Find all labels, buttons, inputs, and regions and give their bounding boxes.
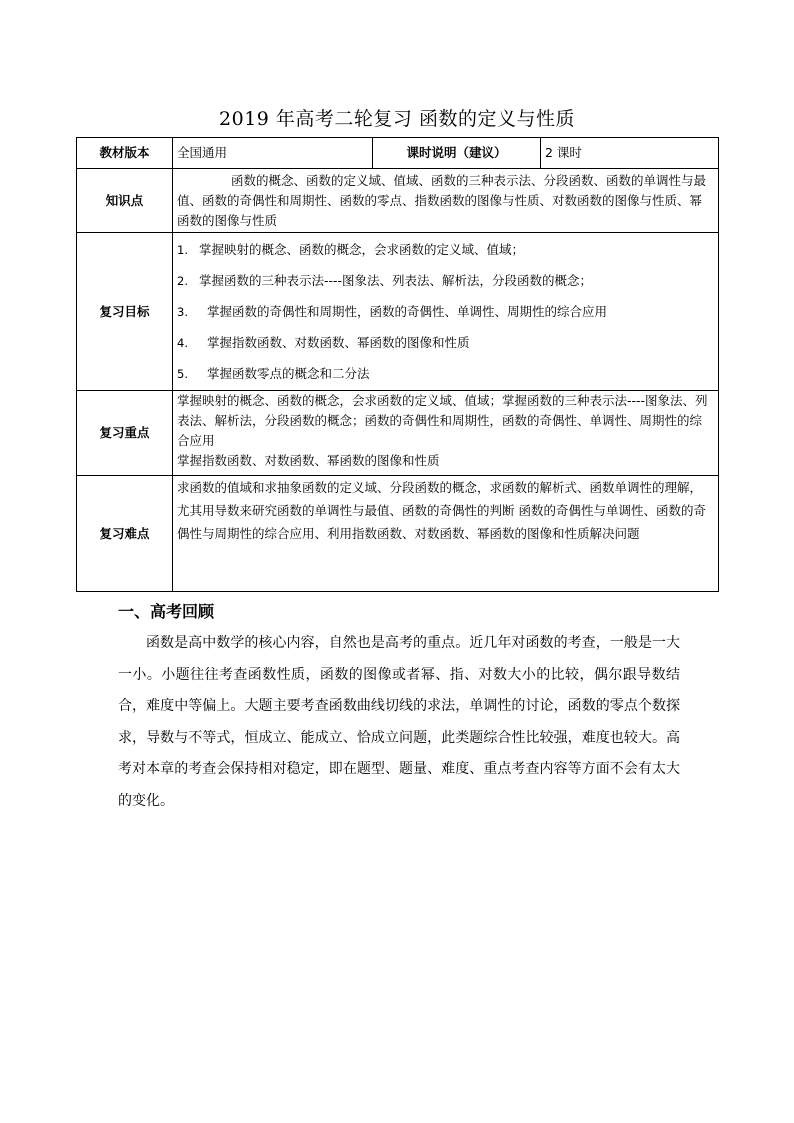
edition-label: 教材版本	[77, 138, 173, 169]
list-item: 5. 掌握函数零点的概念和二分法	[177, 365, 370, 381]
focus-text: 掌握映射的概念、函数的概念，会求函数的定义域、值域；掌握函数的三种表示法----图象法、列表法、解析法，分段函数的概念；函数的奇偶性和周期性，函数的奇偶性、单调性、周期性的综合应用	[177, 393, 708, 448]
hours-label: 课时说明（建议）	[373, 138, 541, 169]
table-row-edition	[77, 138, 719, 169]
knowledge-text: 函数的概念、函数的定义域、值域、函数的三种表示法、分段函数、函数的单调性与最值、函数的奇偶性和周期性、函数的零点、指数函数的图像与性质、对数函数的图像与性质、幂函数的图像与性质	[177, 172, 707, 228]
goals-label: 复习目标	[77, 233, 173, 391]
focus-label: 复习重点	[77, 391, 173, 476]
table-row-goals	[77, 233, 719, 391]
table-row-difficulty	[77, 476, 719, 592]
difficulty-cell	[173, 476, 719, 592]
difficulty-text: 求函数的值域和求抽象函数的定义域、分段函数的概念，求函数的解析式、函数单调性的理解，尤其用导数来研究函数的单调性与最值、函数的奇偶性的判断 函数的奇偶性与单调性、函数的奇偶性与周期性的综合应用、利用指数函数、对数函数、幂函数的图像和性质解决问题	[177, 480, 706, 541]
table-row-knowledge	[77, 169, 719, 233]
review-paragraph: 函数是高中数学的核心内容，自然也是高考的重点。近几年对函数的考查，一般是一大一小。小题往往考查函数性质，函数的图像或者幂、指、对数大小的比较，偶尔跟导数结合，难度中等偏上。大题主要考查函数曲线切线的求法，单调性的讨论，函数的零点个数探求，导数与不等式，恒成立、能成立、恰成立问题，此类题综合性比较强，难度也较大。高考对本章的考查会保持相对稳定，即在题型、题量、难度、重点考查内容等方面不会有太大的变化。	[118, 635, 680, 809]
list-item: 2. 掌握函数的三种表示法----图象法、列表法、解析法，分段函数的概念；	[177, 272, 593, 288]
goals-cell	[173, 233, 719, 391]
list-item: 4. 掌握指数函数、对数函数、幂函数的图像和性质	[177, 334, 470, 350]
knowledge-cell	[173, 169, 719, 233]
focus-cell	[173, 391, 719, 476]
hours-value: 2 课时	[541, 138, 719, 169]
course-info-table	[76, 137, 719, 592]
list-item: 1. 掌握映射的概念、函数的概念，会求函数的定义域、值域；	[177, 241, 525, 257]
table-row-focus	[77, 391, 719, 476]
list-item: 3. 掌握函数的奇偶性和周期性，函数的奇偶性、单调性、周期性的综合应用	[177, 303, 608, 319]
edition-value: 全国通用	[173, 138, 373, 169]
knowledge-label: 知识点	[77, 169, 173, 233]
page-title: 2019 年高考二轮复习 函数的定义与性质	[219, 108, 575, 130]
section-heading: 一、高考回顾	[118, 602, 215, 621]
goals-list	[177, 234, 714, 389]
focus-text-2: 掌握指数函数、对数函数、幂函数的图像和性质	[177, 453, 440, 468]
difficulty-label: 复习难点	[77, 476, 173, 592]
